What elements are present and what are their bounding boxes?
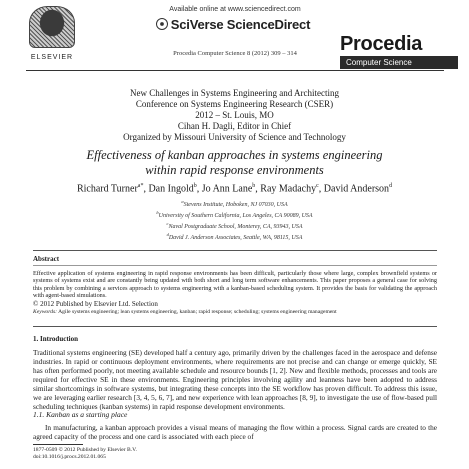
footer: [33, 447, 333, 461]
author-affil-mark: b: [193, 183, 197, 189]
journal-citation: Procedia Computer Science 8 (2012) 309 – 314: [173, 50, 297, 57]
platform-logo: [128, 17, 338, 32]
author-name: Ray Madachy: [260, 183, 317, 195]
conference-line-5: Organized by Missouri University of Science and Technology: [123, 132, 346, 142]
affiliation-item: $^b$University of Southern California, Los Angeles, CA 90089, USA: [156, 210, 313, 219]
abstract-top-divider: [33, 250, 437, 251]
issn-line: 1877-0509 © 2012 Published by Elsevier B.V.: [33, 447, 137, 453]
conference-line-4: Cihan H. Dagli, Editor in Chief: [177, 121, 292, 131]
footer-divider: [33, 444, 83, 445]
title-line-1: Effectiveness of kanban approaches in systems engineering: [86, 148, 383, 162]
introduction-paragraph: Traditional systems engineering (SE) developed half a century ago, primarily driven by the challenges faced in the aerospace and defense industries. In rapid or continuous deployment environments, where requirements are not precise and can change or emerge quickly, SE has often performed poorly, not meeting available schedule and resource bounds [1, 2]. New and flexible methods, processes and tools are required for effective SE in these environments. Engineering principles involving agility and leanness have been adopted to address similar shortcomings in software systems, but integrating these concepts into the SE workflow has proven difficult. To address this issue, we are leveraging earlier research [3, 4, 5, 6, 7], and new experience with lean approaches [8, 9], to investigate the use of flow-based pull scheduling techniques (kanban systems) in rapid response development environments.: [33, 348, 437, 411]
conference-line-1: New Challenges in Systems Engineering and Architecting: [130, 88, 339, 98]
abstract-body: Effective application of systems engineering in rapid response environments has been difficult, particularly those where large, complex brownfield systems or systems of systems exist and are constantly being updated with both short and long term software enhancements. This paper proposes a general case for solving this problem by combining a services approach to systems engineering with a kanban-based scheduling system. It provides the basis for validating the approach with agent-based simulations.: [33, 270, 437, 300]
affiliation-item: $^c$Naval Postgraduate School, Monterey, CA, 93943, USA: [166, 221, 303, 230]
title-line-2: within rapid response environments: [145, 163, 324, 177]
section-heading-introduction: 1. Introduction: [33, 335, 78, 343]
conference-line-2: Conference on Systems Engineering Research (CSER): [135, 99, 334, 109]
kanban-paragraph: In manufacturing, a kanban approach provides a visual means of managing the flow within a process. Signal cards are created to the agreed capacity of the process and one card is associated with each piece of: [33, 423, 437, 441]
publisher-name: ELSEVIER: [30, 54, 74, 61]
author-affil-mark: b: [252, 183, 256, 189]
subsection-heading-kanban: 1.1. Kanban as a starting place: [33, 410, 128, 419]
author-affil-mark: c: [316, 183, 319, 189]
elsevier-tree-icon: [29, 6, 75, 48]
author-name: David Anderson: [323, 183, 390, 195]
doi-line: doi:10.1016/j.procs.2012.01.065: [33, 454, 106, 460]
conference-info: [60, 88, 409, 143]
available-online-text: Available online at www.sciencedirect.com: [169, 6, 301, 13]
journal-name: Procedia: [340, 33, 423, 55]
affiliation-item: $^a$Stevens Institute, Hoboken, NJ 07030, USA: [181, 199, 288, 208]
author-name: Jo Ann Lane: [201, 183, 253, 195]
abstract-bottom-divider: [33, 326, 437, 327]
affiliation-item: $^d$David J. Anderson Associates, Seattle, WA, 98115, USA: [166, 232, 303, 241]
header-divider: [26, 70, 444, 71]
author-list: Richard Turner$^{a*}$, Dan Ingold$^b$, Jo Ann Lane$^b$, Ray Madachy$^c$, David Anderson$^d$: [76, 183, 393, 195]
keywords-text: Agile systems engineering; lean systems engineering, kanban; rapid response; scheduling; systems engineering management: [58, 309, 337, 315]
affiliation-list: [60, 198, 409, 242]
keywords: [33, 309, 437, 316]
copyright-line: © 2012 Published by Elsevier Ltd. Selection: [33, 300, 158, 308]
paper-title: [40, 148, 429, 178]
journal-subtitle: Computer Science: [340, 56, 458, 69]
conference-line-3: 2012 – St. Louis, MO: [195, 110, 274, 120]
sciverse-icon: [156, 18, 168, 30]
journal-logo: [340, 34, 458, 70]
keywords-label: Keywords:: [33, 309, 58, 315]
elsevier-logo: [26, 6, 78, 64]
platform-name: SciVerse ScienceDirect: [170, 17, 311, 32]
author-affil-mark: a*: [137, 183, 144, 189]
abstract-heading: Abstract: [33, 255, 60, 263]
author-name: Dan Ingold: [148, 183, 194, 195]
author-affil-mark: d: [389, 183, 393, 189]
abstract-heading-divider: [33, 265, 437, 266]
author-name: Richard Turner: [76, 183, 138, 195]
